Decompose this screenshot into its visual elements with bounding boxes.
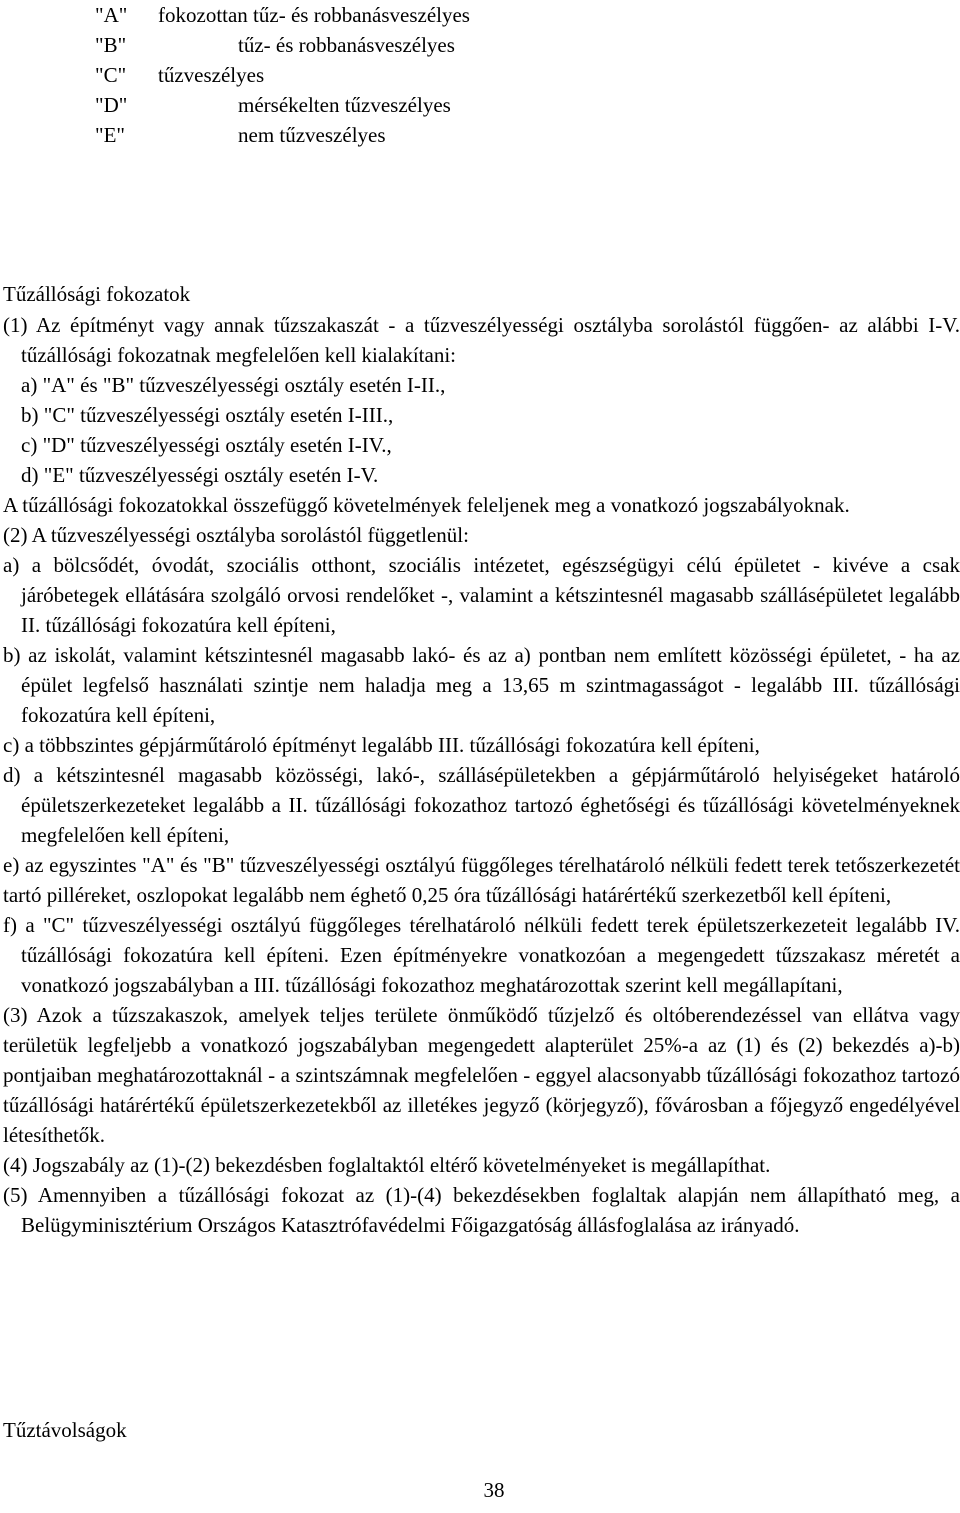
paragraph: (1) Az építményt vagy annak tűzszakaszát - a tűzveszélyességi osztályba sorolástól függően- az alábbi I-V. tűzállósági fokozatnak megfelelően kell kialakítani:: [3, 313, 960, 367]
fire-hazard-class-row: [0, 90, 700, 120]
class-code: "A": [95, 3, 128, 27]
list-item: f) a "C" tűzveszélyességi osztályú függőleges térelhatároló nélküli fedett terek épületszerkezeteit legalább IV. tűzállósági fokozatúra kell építeni. Ezen építményekre vonatkozóan a megengedett tűzszakasz méretét a vonatkozó jogszabályban a III. tűzállósági fokozathoz meghatározottak szerint kell megállapítani,: [3, 913, 960, 997]
list-item: a) a bölcsődét, óvodát, szociális otthont, szociális intézetet, egészségügyi célú épületet - kivéve a csak járóbetegek ellátására szolgáló orvosi rendelőket -, valamint a kétszintesnél magasabb szállásépületet legalább II. tűzállósági fokozatúra kell építeni,: [3, 553, 960, 637]
class-description: nem tűzveszélyes: [238, 123, 386, 147]
paragraph: (3) Azok a tűzszakaszok, amelyek teljes területe önműködő tűzjelző és oltóberendezéssel van ellátva vagy területük legfeljebb a vonatkozó jogszabályban megengedett alapterület 25%-a az (1) és (2) bekezdés a)-b) pontjaiban meghatározottaknál - a szintszámnak megfelelően - eggyel alacsonyabb tűzállósági fokozathoz tartozó tűzállósági határértékű épületszerkezetekből az illetékes jegyző (körjegyző), fővárosban a főjegyző engedélyével létesíthetők.: [3, 1003, 960, 1147]
class-code: "D": [95, 93, 128, 117]
list-item: a) "A" és "B" tűzveszélyességi osztály esetén I-II.,: [21, 373, 446, 397]
list-item: d) a kétszintesnél magasabb közösségi, lakó-, szállásépületekben a gépjárműtároló helyiségeket határoló épületszerkezeteket legalább a II. tűzállósági fokozathoz tartozó éghetőségi és tűzállósági követelményeknek megfelelően kell építeni,: [3, 763, 960, 847]
fire-hazard-class-row: [0, 60, 700, 90]
list-item: d) "E" tűzveszélyességi osztály esetén I-V.: [21, 463, 379, 487]
section-heading-fire-resistance: Tűzállósági fokozatok: [3, 282, 191, 306]
paragraph: A tűzállósági fokozatokkal összefüggő követelmények feleljenek meg a vonatkozó jogszabályoknak.: [3, 493, 850, 517]
list-item: c) "D" tűzveszélyességi osztály esetén I-IV.,: [21, 433, 392, 457]
class-code: "E": [95, 123, 125, 147]
class-description: fokozottan tűz- és robbanásveszélyes: [158, 3, 470, 27]
paragraph: (2) A tűzveszélyességi osztályba sorolástól függetlenül:: [3, 523, 469, 547]
document-body: [3, 310, 960, 1240]
class-code: "B": [95, 33, 127, 57]
list-item: b) az iskolát, valamint kétszintesnél magasabb lakó- és az a) pontban nem említett közösségi épületet, - ha az épület legfelső használati szintje nem haladja meg a 13,65 m szintmagasságot - legalább III. tűzállósági fokozatúra kell építeni,: [3, 643, 960, 727]
fire-hazard-class-row: [0, 30, 700, 60]
list-item: c) a többszintes gépjárműtároló építményt legalább III. tűzállósági fokozatúra kell építeni,: [3, 733, 760, 757]
page-number: 38: [483, 1478, 505, 1502]
class-description: tűzveszélyes: [158, 63, 265, 87]
list-item: b) "C" tűzveszélyességi osztály esetén I-III.,: [21, 403, 394, 427]
paragraph: (4) Jogszabály az (1)-(2) bekezdésben foglaltaktól eltérő követelményeket is megállapíthat.: [3, 1153, 771, 1177]
class-code: "C": [95, 63, 127, 87]
fire-hazard-class-row: [0, 0, 700, 30]
class-description: tűz- és robbanásveszélyes: [238, 33, 455, 57]
fire-hazard-class-list: [0, 0, 700, 150]
list-item: e) az egyszintes "A" és "B" tűzveszélyességi osztályú függőleges térelhatároló nélküli fedett terek tetőszerkezetét tartó pilléreket, oszlopokat legalább nem éghető 0,25 óra tűzállósági határértékű szerkezetből kell építeni,: [3, 853, 960, 907]
section-heading-fire-distances: Tűztávolságok: [3, 1418, 127, 1442]
class-description: mérsékelten tűzveszélyes: [238, 93, 451, 117]
paragraph: (5) Amennyiben a tűzállósági fokozat az (1)-(4) bekezdésekben foglaltak alapján nem állapítható meg, a Belügyminisztérium Országos Katasztrófavédelmi Főigazgatóság állásfoglalása az irányadó.: [3, 1183, 960, 1237]
fire-hazard-class-row: [0, 120, 700, 150]
